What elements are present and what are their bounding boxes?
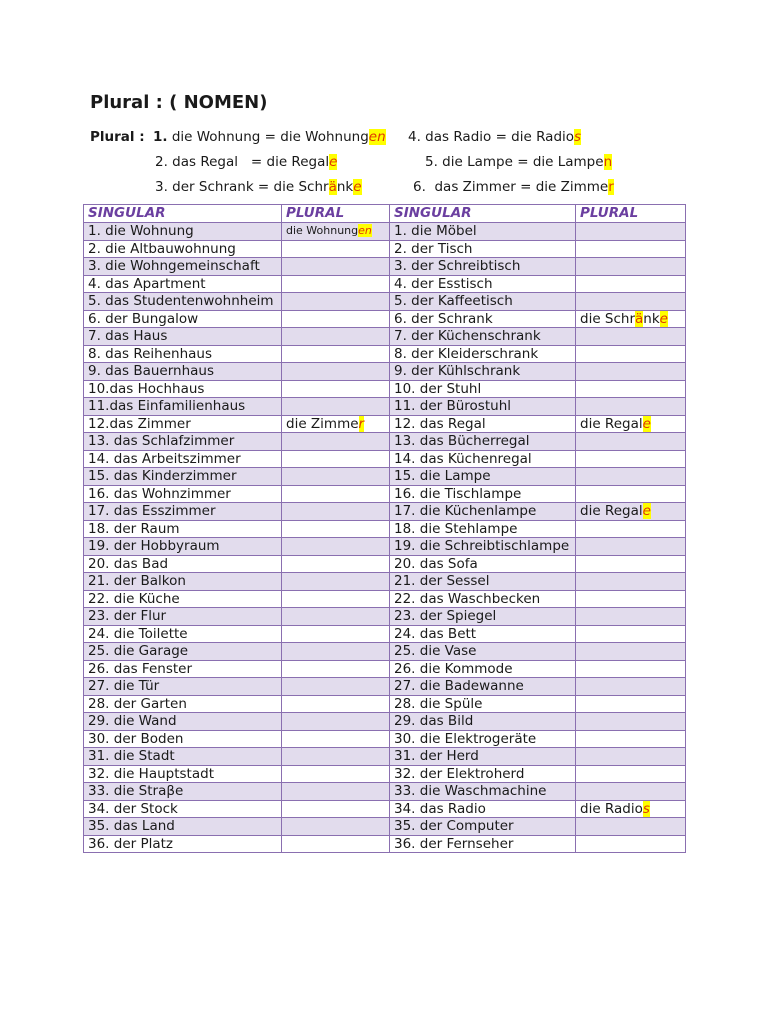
- plural-cell: [282, 625, 390, 643]
- singular-cell: 30. der Boden: [84, 730, 282, 748]
- table-row: [84, 433, 686, 451]
- plural-cell: [576, 468, 686, 486]
- plural-cell: [282, 748, 390, 766]
- plural-cell: [282, 328, 390, 346]
- singular-cell: 2. die Altbauwohnung: [84, 240, 282, 258]
- plural-cell: [282, 713, 390, 731]
- table-row: [84, 520, 686, 538]
- table-body: [84, 223, 686, 853]
- singular-cell: 16. die Tischlampe: [390, 485, 576, 503]
- plural-cell: [282, 258, 390, 276]
- plural-cell: [576, 503, 686, 521]
- table-row: [84, 380, 686, 398]
- plural-cell: [576, 730, 686, 748]
- plural-stem: die Regal: [580, 415, 643, 432]
- singular-cell: 29. die Wand: [84, 713, 282, 731]
- example-text: die Lampe = die Lampe: [437, 154, 604, 170]
- example-text: das Zimmer = die Zimme: [425, 179, 609, 195]
- singular-cell: 10.das Hochhaus: [84, 380, 282, 398]
- table-row: [84, 538, 686, 556]
- plural-cell: [576, 643, 686, 661]
- plural-cell: [282, 608, 390, 626]
- plural-ending: r: [608, 179, 614, 195]
- plural-cell: [576, 555, 686, 573]
- plural-ending: s: [642, 800, 650, 817]
- singular-cell: 22. das Waschbecken: [390, 590, 576, 608]
- singular-cell: 35. der Computer: [390, 818, 576, 836]
- singular-cell: 27. die Badewanne: [390, 678, 576, 696]
- singular-cell: 21. der Sessel: [390, 573, 576, 591]
- table-row: [84, 415, 686, 433]
- singular-cell: 13. das Schlafzimmer: [84, 433, 282, 451]
- singular-cell: 8. das Reihenhaus: [84, 345, 282, 363]
- table-row: [84, 748, 686, 766]
- table-row: [84, 398, 686, 416]
- plural-cell: [576, 835, 686, 853]
- plural-cell: [576, 783, 686, 801]
- singular-cell: 20. das Bad: [84, 555, 282, 573]
- singular-cell: 23. der Spiegel: [390, 608, 576, 626]
- example-3: [155, 179, 362, 195]
- singular-cell: 32. der Elektroherd: [390, 765, 576, 783]
- example-text-tail: nk: [336, 179, 354, 195]
- plural-cell: [576, 223, 686, 241]
- plural-stem-tail: nk: [643, 310, 660, 327]
- singular-cell: 30. die Elektrogeräte: [390, 730, 576, 748]
- table-row: [84, 328, 686, 346]
- umlaut-change: ä: [328, 179, 337, 195]
- table-row: [84, 468, 686, 486]
- plural-cell: [576, 573, 686, 591]
- plural-cell: [576, 398, 686, 416]
- plural-cell: [282, 590, 390, 608]
- plural-cell: [282, 835, 390, 853]
- plural-cell: [576, 818, 686, 836]
- singular-cell: 14. das Arbeitszimmer: [84, 450, 282, 468]
- plural-cell: [282, 485, 390, 503]
- plural-cell: [576, 695, 686, 713]
- plural-cell: [282, 783, 390, 801]
- plural-cell: [576, 678, 686, 696]
- table-row: [84, 783, 686, 801]
- example-number: 5.: [425, 154, 438, 170]
- singular-cell: 27. die Tür: [84, 678, 282, 696]
- plural-cell: [282, 818, 390, 836]
- plural-cell: [576, 800, 686, 818]
- singular-cell: 28. die Spüle: [390, 695, 576, 713]
- singular-cell: 6. der Bungalow: [84, 310, 282, 328]
- plural-ending: e: [353, 179, 362, 195]
- header-singular-1: SINGULAR: [84, 205, 282, 223]
- table-row: [84, 643, 686, 661]
- singular-cell: 32. die Hauptstadt: [84, 765, 282, 783]
- table-row: [84, 503, 686, 521]
- header-plural-1: PLURAL: [282, 205, 390, 223]
- plural-cell: [282, 695, 390, 713]
- plural-cell: [282, 643, 390, 661]
- header-plural-2: PLURAL: [576, 205, 686, 223]
- singular-cell: 18. die Stehlampe: [390, 520, 576, 538]
- table-row: [84, 608, 686, 626]
- singular-cell: 4. der Esstisch: [390, 275, 576, 293]
- plural-stem: die Schr: [580, 310, 636, 327]
- table-row: [84, 835, 686, 853]
- plural-cell: [576, 520, 686, 538]
- example-number: 3.: [155, 179, 168, 195]
- singular-cell: 14. das Küchenregal: [390, 450, 576, 468]
- table-row: [84, 293, 686, 311]
- table-row: [84, 275, 686, 293]
- singular-cell: 12. das Regal: [390, 415, 576, 433]
- singular-cell: 26. die Kommode: [390, 660, 576, 678]
- table-row: [84, 450, 686, 468]
- plural-ending: en: [358, 224, 372, 237]
- plural-cell: [576, 293, 686, 311]
- singular-cell: 18. der Raum: [84, 520, 282, 538]
- example-number: 6.: [413, 179, 426, 195]
- table-row: [84, 258, 686, 276]
- table-row: [84, 678, 686, 696]
- plural-cell: [576, 380, 686, 398]
- singular-cell: 26. das Fenster: [84, 660, 282, 678]
- plural-cell: [576, 328, 686, 346]
- table-row: [84, 660, 686, 678]
- plural-stem: die Regal: [580, 503, 643, 519]
- plural-ending: e: [659, 310, 668, 327]
- plural-ending: r: [358, 415, 365, 432]
- plural-cell: [576, 310, 686, 328]
- plural-cell: [282, 240, 390, 258]
- plural-cell: [282, 415, 390, 433]
- table-row: [84, 485, 686, 503]
- singular-cell: 4. das Apartment: [84, 275, 282, 293]
- header-singular-2: SINGULAR: [390, 205, 576, 223]
- plural-cell: [576, 765, 686, 783]
- singular-cell: 17. die Küchenlampe: [390, 503, 576, 521]
- singular-cell: 3. der Schreibtisch: [390, 258, 576, 276]
- singular-cell: 16. das Wohnzimmer: [84, 485, 282, 503]
- example-number: 2.: [155, 154, 168, 170]
- plural-cell: [282, 765, 390, 783]
- table-row: [84, 730, 686, 748]
- singular-cell: 36. der Platz: [84, 835, 282, 853]
- plural-stem: die Radio: [580, 800, 643, 817]
- singular-cell: 5. der Kaffeetisch: [390, 293, 576, 311]
- singular-cell: 1. die Wohnung: [84, 223, 282, 241]
- plural-cell: [576, 538, 686, 556]
- plural-cell: [576, 258, 686, 276]
- example-4: [408, 129, 581, 145]
- example-text: das Regal = die Regal: [167, 154, 330, 170]
- singular-cell: 5. das Studentenwohnheim: [84, 293, 282, 311]
- plural-cell: [576, 625, 686, 643]
- table-header-row: [84, 205, 686, 223]
- singular-cell: 36. der Fernseher: [390, 835, 576, 853]
- plural-cell: [576, 415, 686, 433]
- plural-cell: [282, 275, 390, 293]
- plural-ending: s: [574, 129, 582, 145]
- plural-ending: e: [642, 503, 651, 519]
- table-row: [84, 555, 686, 573]
- plural-cell: [576, 713, 686, 731]
- singular-cell: 23. der Flur: [84, 608, 282, 626]
- singular-cell: 15. die Lampe: [390, 468, 576, 486]
- plural-cell: [282, 310, 390, 328]
- plural-ending: e: [642, 415, 651, 432]
- plural-ending: e: [329, 154, 338, 170]
- example-text: der Schrank = die Schr: [167, 179, 329, 195]
- singular-cell: 2. der Tisch: [390, 240, 576, 258]
- plural-cell: [282, 503, 390, 521]
- table-row: [84, 800, 686, 818]
- singular-cell: 13. das Bücherregal: [390, 433, 576, 451]
- singular-cell: 24. das Bett: [390, 625, 576, 643]
- plural-cell: [282, 678, 390, 696]
- table-row: [84, 573, 686, 591]
- plural-cell: [576, 345, 686, 363]
- plural-cell: [282, 538, 390, 556]
- plural-cell: [576, 275, 686, 293]
- plural-cell: [576, 608, 686, 626]
- plural-cell: [282, 573, 390, 591]
- plural-cell: [282, 363, 390, 381]
- plural-cell: [576, 240, 686, 258]
- singular-cell: 33. die Straβe: [84, 783, 282, 801]
- example-text: das Radio = die Radio: [420, 129, 575, 145]
- singular-cell: 21. der Balkon: [84, 573, 282, 591]
- plural-cell: [576, 590, 686, 608]
- example-text: die Wohnung = die Wohnung: [167, 129, 369, 145]
- table-row: [84, 223, 686, 241]
- page-title: Plural : ( NOMEN): [90, 92, 268, 113]
- singular-cell: 31. der Herd: [390, 748, 576, 766]
- table-row: [84, 765, 686, 783]
- singular-cell: 12.das Zimmer: [84, 415, 282, 433]
- singular-cell: 31. die Stadt: [84, 748, 282, 766]
- table-row: [84, 345, 686, 363]
- plural-cell: [282, 450, 390, 468]
- singular-cell: 10. der Stuhl: [390, 380, 576, 398]
- plural-ending: ä: [635, 310, 644, 327]
- singular-cell: 17. das Esszimmer: [84, 503, 282, 521]
- singular-cell: 28. der Garten: [84, 695, 282, 713]
- singular-cell: 9. das Bauernhaus: [84, 363, 282, 381]
- plural-cell: [282, 555, 390, 573]
- plural-cell: [282, 660, 390, 678]
- singular-cell: 19. der Hobbyraum: [84, 538, 282, 556]
- singular-cell: 1. die Möbel: [390, 223, 576, 241]
- singular-cell: 29. das Bild: [390, 713, 576, 731]
- singular-cell: 8. der Kleiderschrank: [390, 345, 576, 363]
- plural-cell: [576, 485, 686, 503]
- table-row: [84, 590, 686, 608]
- plural-cell: [282, 293, 390, 311]
- plural-cell: [282, 433, 390, 451]
- plural-cell: [282, 345, 390, 363]
- singular-cell: 15. das Kinderzimmer: [84, 468, 282, 486]
- singular-cell: 19. die Schreibtischlampe: [390, 538, 576, 556]
- plural-cell: [576, 433, 686, 451]
- plural-cell: [282, 380, 390, 398]
- example-6: [413, 179, 614, 195]
- singular-cell: 34. das Radio: [390, 800, 576, 818]
- vocabulary-table: [83, 204, 686, 853]
- singular-cell: 24. die Toilette: [84, 625, 282, 643]
- plural-stem: die Zimme: [286, 415, 359, 432]
- table-row: [84, 818, 686, 836]
- example-2: [155, 154, 337, 170]
- plural-cell: [282, 398, 390, 416]
- plural-cell: [576, 748, 686, 766]
- singular-cell: 20. das Sofa: [390, 555, 576, 573]
- singular-cell: 3. die Wohngemeinschaft: [84, 258, 282, 276]
- singular-cell: 25. die Vase: [390, 643, 576, 661]
- singular-cell: 11. der Bürostuhl: [390, 398, 576, 416]
- plural-cell: [282, 223, 390, 241]
- singular-cell: 11.das Einfamilienhaus: [84, 398, 282, 416]
- singular-cell: 25. die Garage: [84, 643, 282, 661]
- singular-cell: 6. der Schrank: [390, 310, 576, 328]
- plural-cell: [576, 450, 686, 468]
- plural-stem: die Wohnung: [286, 224, 359, 237]
- table-row: [84, 240, 686, 258]
- singular-cell: 34. der Stock: [84, 800, 282, 818]
- singular-cell: 9. der Kühlschrank: [390, 363, 576, 381]
- examples-label: Plural :: [90, 129, 145, 145]
- plural-ending: en: [368, 129, 386, 145]
- example-number: 1.: [153, 129, 168, 145]
- plural-cell: [282, 468, 390, 486]
- table-row: [84, 310, 686, 328]
- singular-cell: 22. die Küche: [84, 590, 282, 608]
- plural-cell: [576, 363, 686, 381]
- singular-cell: 35. das Land: [84, 818, 282, 836]
- table-row: [84, 695, 686, 713]
- plural-cell: [282, 520, 390, 538]
- example-5: [425, 154, 612, 170]
- table-row: [84, 625, 686, 643]
- plural-cell: [282, 730, 390, 748]
- plural-ending: n: [603, 154, 613, 170]
- example-1: [153, 129, 386, 145]
- singular-cell: 7. das Haus: [84, 328, 282, 346]
- plural-cell: [282, 800, 390, 818]
- table-row: [84, 713, 686, 731]
- table-row: [84, 363, 686, 381]
- singular-cell: 33. die Waschmachine: [390, 783, 576, 801]
- singular-cell: 7. der Küchenschrank: [390, 328, 576, 346]
- plural-cell: [576, 660, 686, 678]
- example-number: 4.: [408, 129, 421, 145]
